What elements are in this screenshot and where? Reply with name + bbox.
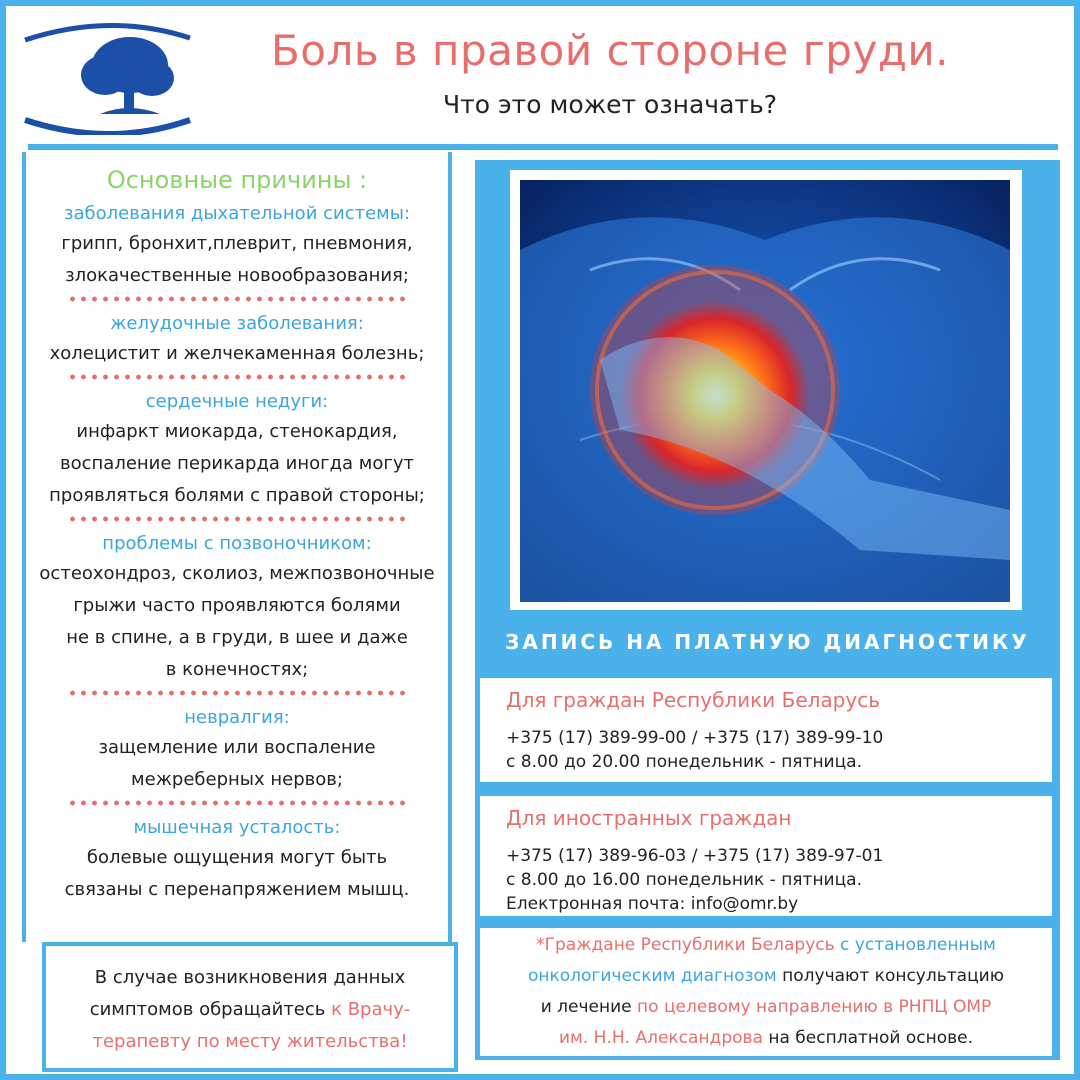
free-line: [494, 930, 1038, 961]
dotted-divider: [67, 798, 407, 808]
free-treatment-box: [480, 928, 1052, 1056]
note-highlight: к Врачу-: [331, 999, 411, 1020]
free-text: *Граждане Республики Беларусь: [536, 935, 841, 955]
cause-description: болевые ощущения могут быть: [86, 847, 388, 868]
cause-category: невралгия:: [184, 707, 290, 728]
cause-description: не в спине, а в груди, в шее и даже: [66, 627, 408, 648]
cause-description: в конечностях;: [165, 659, 309, 680]
page-title: Боль в правой стороне груди.: [270, 26, 950, 75]
page-subtitle: Что это может означать?: [443, 90, 777, 119]
left-column-border: [22, 152, 26, 942]
dotted-divider: [67, 294, 407, 304]
cause-description: грыжи часто проявляются болями: [73, 595, 401, 616]
cause-category: проблемы с позвоночником:: [102, 533, 372, 554]
foreigners-email: Електронная почта: info@omr.by: [506, 894, 799, 914]
foreigners-contact-box: [480, 796, 1052, 916]
cause-description: остеохондроз, сколиоз, межпозвоночные: [39, 563, 435, 584]
free-highlight: им. Н.Н. Александрова: [559, 1028, 763, 1048]
free-highlight: с установленным: [840, 935, 996, 955]
chest-pain-illustration-svg: [520, 180, 1010, 602]
note-text: симптомов обращайтесь: [89, 999, 332, 1020]
cause-category: мышечная усталость:: [133, 817, 341, 838]
citizens-title: Для граждан Республики Беларусь: [506, 688, 880, 712]
dotted-divider: [67, 372, 407, 382]
header-divider: [28, 144, 1058, 150]
free-highlight: онкологическим диагнозом: [527, 966, 783, 986]
free-text: и лечение: [540, 997, 638, 1017]
cause-description: холецистит и желчекаменная болезнь;: [49, 343, 425, 364]
free-line: [494, 961, 1038, 992]
note-highlight: терапевту по месту жительства!: [92, 1031, 408, 1052]
cause-category: желудочные заболевания:: [110, 313, 364, 334]
doctor-note: [42, 942, 458, 1072]
foreigners-title: Для иностранных граждан: [506, 806, 792, 830]
dotted-divider: [67, 514, 407, 524]
citizens-phones: +375 (17) 389-99-00 / +375 (17) 389-99-10: [506, 728, 884, 748]
free-line: [494, 992, 1038, 1023]
cause-description: межреберных нервов;: [131, 769, 343, 790]
cause-category: заболевания дыхательной системы:: [63, 203, 411, 224]
cause-description: инфаркт миокарда, стенокардия,: [76, 421, 398, 442]
causes-heading: Основные причины :: [106, 166, 368, 194]
note-line: [46, 994, 454, 1026]
cause-description: грипп, бронхит,плеврит, пневмония,: [61, 233, 413, 254]
cause-category: сердечные недуги:: [145, 391, 329, 412]
causes-list: [28, 160, 446, 906]
cause-description: связаны с перенапряжением мышц.: [64, 879, 410, 900]
note-line: В случае возникновения данных: [94, 967, 406, 988]
foreigners-phones: +375 (17) 389-96-03 / +375 (17) 389-97-01: [506, 846, 884, 866]
citizens-contact-box: [480, 678, 1052, 782]
tree-logo-icon: [20, 20, 195, 135]
cause-description: воспаление перикарда иногда могут: [60, 453, 414, 474]
citizens-hours: с 8.00 до 20.00 понедельник - пятница.: [506, 752, 862, 772]
free-line: [494, 1023, 1038, 1054]
cause-description: проявляться болями с правой стороны;: [49, 485, 425, 506]
cause-description: защемление или воспаление: [98, 737, 376, 758]
cause-description: злокачественные новообразования;: [65, 265, 409, 286]
foreigners-hours: с 8.00 до 16.00 понедельник - пятница.: [506, 870, 862, 890]
free-text: на бесплатной основе.: [762, 1028, 973, 1048]
free-text: получают консультацию: [782, 966, 1005, 986]
paid-diagnostics-banner: ЗАПИСЬ НА ПЛАТНУЮ ДИАГНОСТИКУ: [505, 630, 1030, 654]
left-column-border: [448, 152, 452, 942]
chest-pain-illustration: [520, 180, 1010, 602]
free-highlight: по целевому направлению в РНПЦ ОМР: [637, 997, 992, 1017]
dotted-divider: [67, 688, 407, 698]
